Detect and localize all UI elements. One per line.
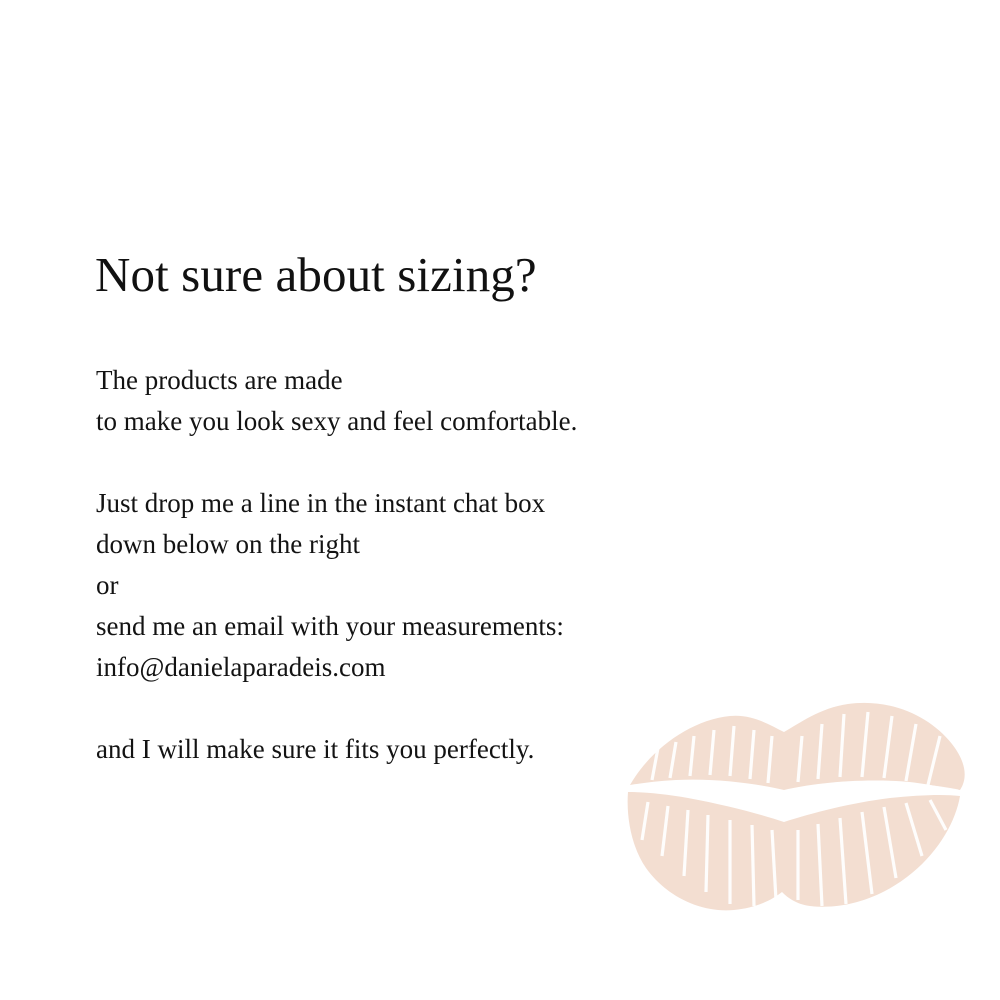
paragraph-intro (96, 360, 796, 442)
text-line: and I will make sure it fits you perfectly. (96, 734, 535, 764)
text-line: Just drop me a line in the instant chat box (96, 488, 546, 518)
page-title: Not sure about sizing? (95, 246, 537, 302)
text-line: down below on the right (96, 529, 360, 559)
text-line: send me an email with your measurements: (96, 611, 564, 641)
email-address[interactable]: info@danielaparadeis.com (96, 652, 386, 682)
text-line: or (96, 570, 119, 600)
text-line: The products are made (96, 365, 343, 395)
paragraph-closing (96, 729, 796, 770)
paragraph-contact (96, 483, 796, 688)
text-line: to make you look sexy and feel comfortable. (96, 406, 578, 436)
body-content (96, 360, 796, 770)
